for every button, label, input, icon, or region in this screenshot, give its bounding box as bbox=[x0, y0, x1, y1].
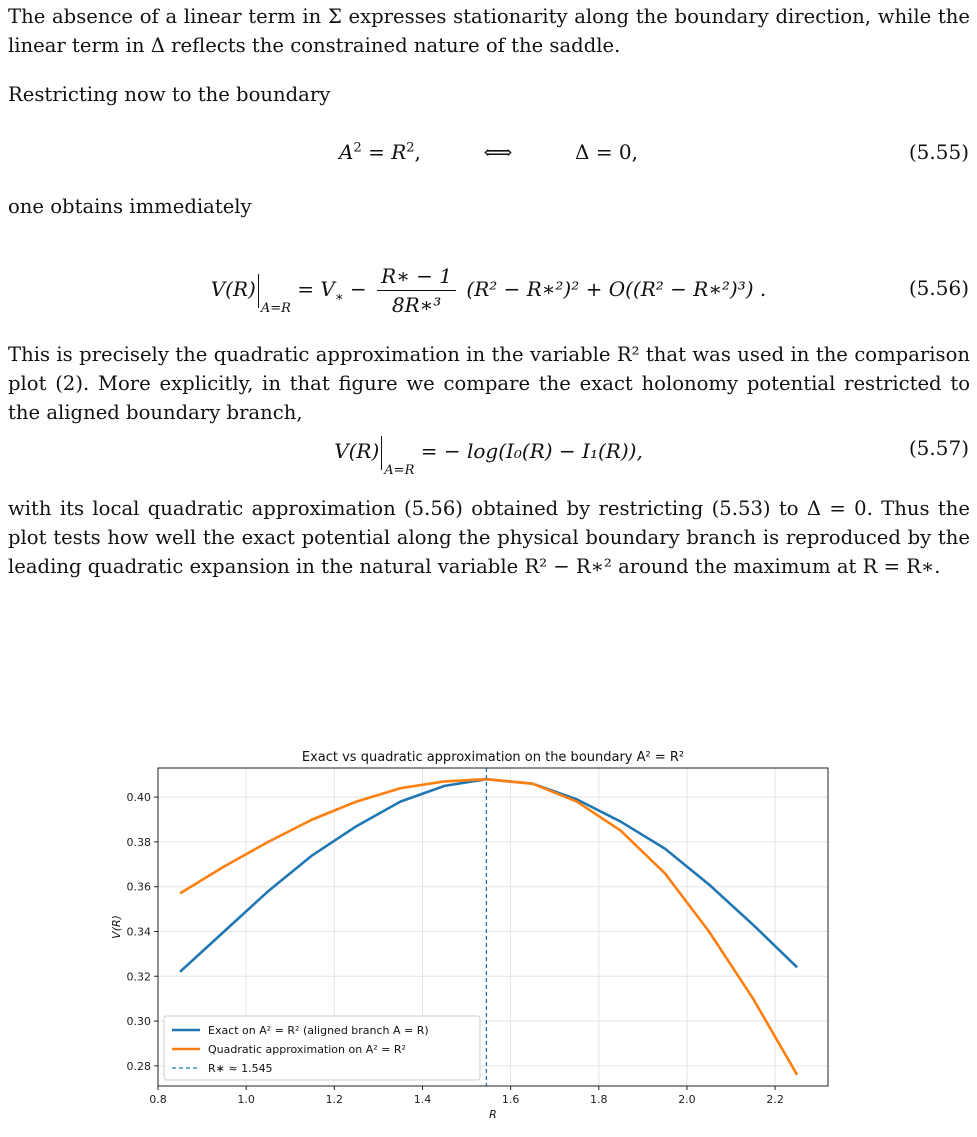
eq55-rhs: Δ = 0, bbox=[575, 140, 639, 164]
x-tick-label: 2.2 bbox=[766, 1093, 784, 1106]
y-tick-label: 0.34 bbox=[126, 925, 151, 939]
chart-title: Exact vs quadratic approximation on the boundary A² = R² bbox=[301, 750, 685, 765]
x-tick-label: 1.8 bbox=[590, 1093, 608, 1106]
y-tick-label: 0.30 bbox=[126, 1015, 151, 1029]
equation-5-57 bbox=[0, 436, 977, 476]
y-tick-label: 0.36 bbox=[126, 880, 151, 894]
eq55-mid: = R bbox=[368, 140, 407, 164]
eq56-frac-num: R∗ − 1 bbox=[377, 264, 456, 291]
eq56-a: = V bbox=[297, 277, 335, 301]
eq57-number: (5.57) bbox=[908, 436, 969, 460]
paragraph-1: The absence of a linear term in Σ expresses stationarity along the boundary direction, while the linear term in Δ reflects the constrained nature of the saddle. bbox=[8, 5, 970, 57]
eq57-lhs: V(R) bbox=[334, 439, 380, 463]
y-tick-label: 0.38 bbox=[126, 835, 151, 849]
x-tick-label: 1.4 bbox=[413, 1093, 432, 1106]
y-tick-label: 0.40 bbox=[126, 791, 151, 805]
y-tick-label: 0.28 bbox=[126, 1059, 151, 1073]
series-line-1 bbox=[180, 779, 797, 972]
comparison-chart bbox=[110, 738, 850, 1130]
eq57-b: = − log(I₀(R) − I₁(R)), bbox=[420, 439, 643, 463]
paragraph-2: Restricting now to the boundary bbox=[8, 83, 331, 106]
eq56-frac-den: 8R∗³ bbox=[391, 293, 442, 317]
x-axis-label: R bbox=[489, 1108, 497, 1121]
eq55-arrow: ⟺ bbox=[483, 140, 513, 164]
paragraph-5: with its local quadratic approximation (5.56) obtained by restricting (5.53) to Δ = 0. Thus the plot tests how well the exact potential along the physical boundary branch is reproduced by the leading quadratic expansion in the natural variable R² − R∗² around the maximum at R = R∗. bbox=[8, 497, 970, 578]
legend-label-2: Quadratic approximation on A² = R² bbox=[208, 1043, 406, 1056]
paragraph-4: This is precisely the quadratic approximation in the variable R² that was used in the comparison plot (2). More explicitly, in that figure we compare the exact holonomy potential restricted to the aligned boundary branch, bbox=[8, 343, 970, 424]
equation-5-55: $A^2 = R^2$, ⟺ Δ = 0, (5.55) bbox=[338, 140, 969, 164]
y-tick-label: 0.32 bbox=[126, 970, 151, 984]
equation-5-56 bbox=[0, 264, 977, 324]
paragraph-3: one obtains immediately bbox=[8, 195, 252, 218]
legend-label-1: Exact on A² = R² (aligned branch A = R) bbox=[208, 1024, 429, 1037]
legend-label-3: R∗ ≈ 1.545 bbox=[208, 1062, 273, 1075]
x-tick-label: 1.6 bbox=[501, 1093, 520, 1106]
eq56-star: ∗ bbox=[334, 290, 344, 305]
eq56-minus: − bbox=[350, 277, 367, 301]
x-tick-label: 1.2 bbox=[325, 1093, 344, 1106]
eq56-b: (R² − R∗²)² + O((R² − R∗²)³) . bbox=[466, 277, 767, 301]
eq57-sub: A=R bbox=[384, 463, 415, 478]
y-axis-label: V(R) bbox=[110, 915, 123, 939]
x-tick-label: 0.8 bbox=[149, 1093, 167, 1106]
eq56-lhs: V(R) bbox=[210, 277, 256, 301]
eq56-number: (5.56) bbox=[908, 276, 969, 300]
eq56-fraction bbox=[377, 264, 456, 317]
x-tick-label: 2.0 bbox=[678, 1093, 696, 1106]
eq55-number: (5.55) bbox=[908, 140, 969, 164]
eq55-lhs: A bbox=[338, 140, 354, 164]
x-tick-label: 1.0 bbox=[237, 1093, 255, 1106]
eq56-sub: A=R bbox=[260, 301, 291, 316]
